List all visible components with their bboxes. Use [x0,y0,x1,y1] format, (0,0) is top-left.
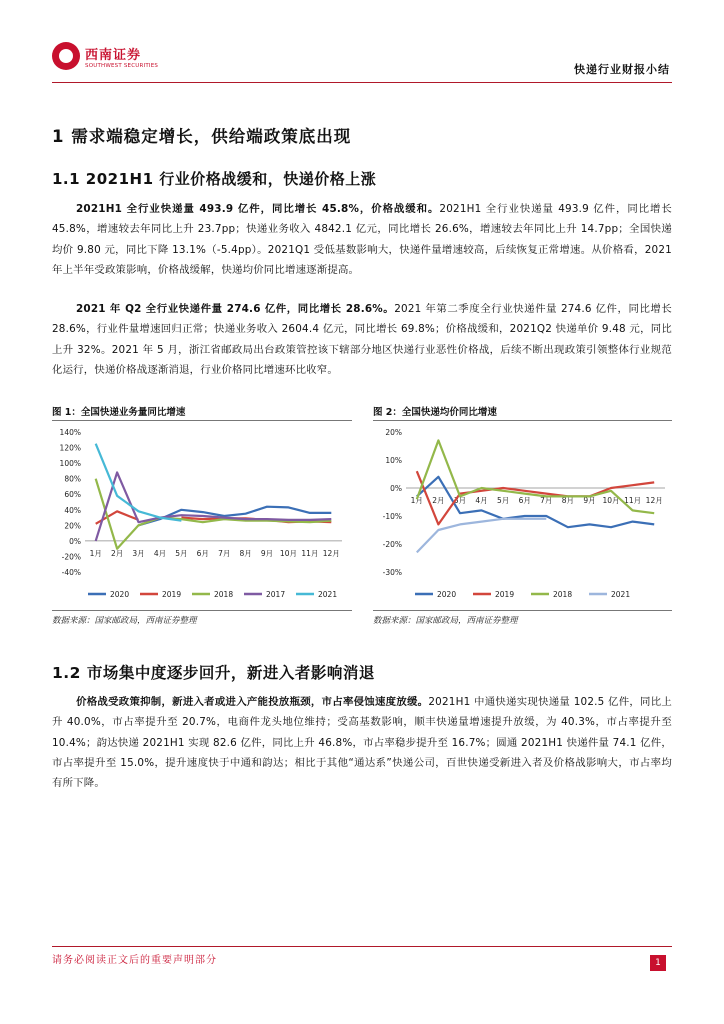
paragraph-3 [52,692,672,793]
paragraph-1-body: 2021H1 全行业快递量 493.9 亿件，同比增长 45.8%，增速较去年同比上升 23.7pp；快递业务收入 4842.1 亿元，同比增长 26.6%，增速较去年同比上升 14.7pp；全国快递均价 9.80 元，同比下降 13.1%（-5.4pp）。2021Q1 受低基数影响大，快递件量增速较高，后续恢复正常增速。从价格看，2021 年上半年受政策影响，价格战缓解，快递均价同比增速逐渐提高。 [52,203,672,276]
paragraph-2-lead: 2021 年 Q2 全行业快递件量 274.6 亿件，同比增长 28.6%。 [76,303,395,315]
y-tick-label: 0% [69,536,81,546]
x-tick-label: 7月 [540,496,553,505]
x-tick-label: 10月 [279,548,297,558]
x-tick-label: 11月 [301,548,319,558]
y-tick-label: -20% [382,540,402,549]
y-tick-label: -20% [61,552,81,562]
x-tick-label: 3月 [453,496,467,505]
y-tick-label: 80% [64,474,81,484]
x-tick-label: 4月 [475,496,488,505]
y-tick-label: 60% [64,490,81,500]
x-tick-label: 1月 [89,548,102,558]
x-tick-label: 9月 [260,548,274,558]
legend-label-2019: 2019 [495,590,515,599]
x-tick-label: 8月 [239,548,252,558]
logo-text-cn: 西南证券 [85,48,142,63]
y-tick-label: 20% [385,428,402,437]
x-tick-label: 10月 [602,496,620,505]
company-logo [52,42,159,76]
y-tick-label: -30% [382,568,402,577]
figure-1-rule [52,420,352,421]
y-tick-label: -10% [382,512,402,521]
paragraph-2 [52,299,672,380]
legend-label-2021: 2021 [611,590,631,599]
legend-label-2021: 2021 [318,590,338,599]
figure-1-chart [52,422,352,607]
x-tick-label: 3月 [132,548,145,558]
section-1-2-heading: 1.2 市场集中度逐步回升，新进入者影响消退 [52,664,375,682]
figure-2-source: 数据来源：国家邮政局，西南证券整理 [373,616,518,626]
page-number: 1 [650,955,666,971]
x-tick-label: 12月 [645,496,663,505]
legend-label-2020: 2020 [110,590,130,599]
section-1-heading: 1 需求端稳定增长，供给端政策底出现 [52,127,352,146]
figure-2-bottom-rule [373,610,672,611]
y-tick-label: 100% [59,459,81,469]
x-tick-label: 5月 [496,496,510,505]
header-divider [52,82,672,83]
y-tick-label: 40% [64,505,81,515]
footer-disclaimer: 请务必阅读正文后的重要声明部分 [52,955,217,966]
x-tick-label: 5月 [175,548,188,558]
logo-mark-icon [52,42,80,70]
legend-label-2018: 2018 [553,590,573,599]
x-tick-label: 12月 [322,548,340,558]
figure-2-title: 图 2：全国快递均价同比增速 [373,407,497,418]
figure-2-chart [373,422,672,607]
legend-label-2018: 2018 [214,590,234,599]
paragraph-1 [52,199,672,280]
x-tick-label: 11月 [624,496,642,505]
legend-label-2017: 2017 [266,590,286,599]
paragraph-1-lead: 2021H1 全行业快递量 493.9 亿件，同比增长 45.8%，价格战缓和。 [76,203,440,215]
legend-label-2020: 2020 [437,590,457,599]
x-tick-label: 9月 [583,496,596,505]
x-tick-label: 6月 [518,496,531,505]
y-tick-label: 120% [59,443,81,453]
figure-2-rule [373,420,672,421]
logo-text-en: SOUTHWEST SECURITIES [85,63,159,69]
y-tick-label: -40% [61,568,81,577]
footer-divider [52,946,672,947]
x-tick-label: 4月 [153,548,167,558]
x-tick-label: 6月 [196,548,209,558]
paragraph-3-body: 2021H1 中通快递实现快递量 102.5 亿件，同比上升 40.0%，市占率提升至 20.7%，电商件龙头地位维持；受高基数影响，顺丰快递量增速提升放缓，为 40.3%，市占率提升至 10.4%；韵达快递 2021H1 实现 82.6 亿件，同比上升 46.8%，市占率稳步提升至 16.7%；圆通 2021H1 快递件量 74.1 亿件，市占率提升至 15.0%，提升速度快于中通和韵达；相比于其他“通达系”快递公司，百世快递受新进入者及价格战影响大，市占率均有所下降。 [52,696,672,790]
legend-label-2019: 2019 [162,590,182,599]
y-tick-label: 10% [385,456,402,465]
report-title: 快递行业财报小结 [574,63,670,76]
x-tick-label: 7月 [218,548,231,558]
x-tick-label: 2月 [432,496,445,505]
figure-1-bottom-rule [52,610,352,611]
y-tick-label: 0% [390,484,402,493]
x-tick-label: 1月 [410,496,423,505]
y-tick-label: 140% [59,428,81,437]
paragraph-2-body: 2021 年第二季度全行业快递件量 274.6 亿件，同比增长 28.6%，行业件量增速回归正常；快递业务收入 2604.4 亿元，同比增长 69.8%；价格战缓和，2021Q2 快递单价 9.48 元，同比上升 32%。2021 年 5 月，浙江省邮政局出台政策管控该下辖部分地区快递行业恶性价格战，后续不断出现政策引领整体行业规范化运行，快递价格战逐渐消退，行业价格同比增速环比收窄。 [52,303,672,376]
figure-1-source: 数据来源：国家邮政局，西南证券整理 [52,616,197,626]
series-line-2021 [417,519,547,553]
series-line-2021 [96,444,182,521]
x-tick-label: 2月 [110,548,124,558]
section-1-1-heading: 1.1 2021H1 行业价格战缓和，快递价格上涨 [52,170,377,188]
figure-1-title: 图 1：全国快递业务量同比增速 [52,407,186,418]
x-tick-label: 8月 [561,496,575,505]
y-tick-label: 20% [64,521,81,531]
paragraph-3-lead: 价格战受政策抑制，新进入者或进入产能投放瓶颈，市占率侵蚀速度放缓。 [76,696,429,708]
